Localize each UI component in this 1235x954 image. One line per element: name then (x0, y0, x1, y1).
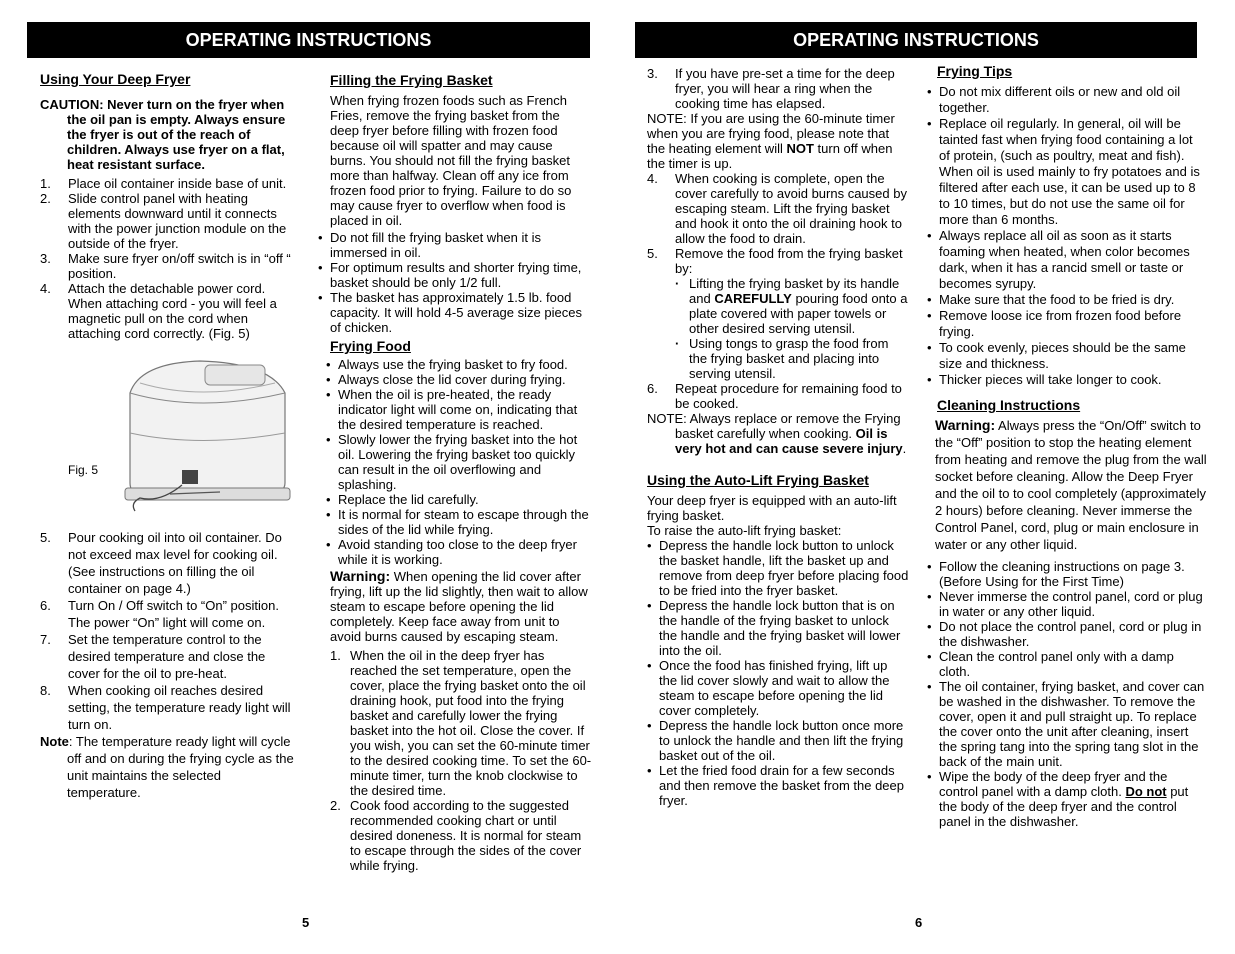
list-item: • Do not place the control panel, cord or plug in the dishwasher. (927, 619, 1207, 649)
list-item: • To cook evenly, pieces should be the same size and thickness. (927, 340, 1207, 372)
list-item: • The oil container, frying basket, and cover can be washed in the dishwasher. To remove the cover, open it and pull straight up. To replace the cover onto the unit after cleaning, insert the spring tang into the spring tang slot in the back of the main unit. (927, 679, 1207, 769)
list-item: 2. Cook food according to the suggested recommended cooking chart or until desired doneness. It is normal for steam to escape through the sides of the cover while frying. (330, 798, 582, 873)
list-item: • Do not mix different oils or new and old oil together. (927, 84, 1207, 116)
list-item: • Replace the lid carefully. (326, 492, 592, 507)
list-item: • Slowly lower the frying basket into the hot oil. Lowering the frying basket too quickly can result in the oil overflowing and splashing. (326, 432, 592, 492)
list-item: • Make sure that the food to be fried is dry. (927, 292, 1207, 308)
list-item: 8. When cooking oil reaches desired setting, the temperature ready light will turn on. (40, 683, 291, 732)
list-item: • Wipe the body of the deep fryer and the control panel with a damp cloth. Do not put the body of the deep fryer and the control panel in the dishwasher. (927, 769, 1207, 829)
cleaning-warning: Warning: Always press the “On/Off” switch to the “Off” position to stop the heating element from heating and remove the plug from the wall socket before cleaning. Allow the Deep Fryer and the oil to to cool completely (approximately 2 hours) before cleaning. Never immerse the Control Panel, cord, plug or main enclosure in water or any other liquid. (935, 417, 1207, 552)
list-item: 5. Pour cooking oil into oil container. Do not exceed max level for cooking oil. (See instructions on filling the oil container on page 4.) (40, 530, 282, 596)
note-timer: NOTE: If you are using the 60-minute timer when you are frying food, please note that the heating element will NOT turn off when the timer is up. (647, 111, 895, 171)
list-item: • Replace oil regularly. In general, oil will be tainted fast when frying food containing a lot of protein, (such as poultry, meat and fish). When oil is used mainly to fry potatoes and is filtered after each use, it can be used up to 8 to 10 times, but do not use the same oil for more than 6 months. (927, 116, 1207, 228)
list-item: • The basket has approximately 1.5 lb. food capacity. It will hold 4-5 average size pieces of chicken. (318, 290, 592, 335)
warning-lid: Warning: When opening the lid cover after frying, lift up the lid slightly, then wait to allow steam to escape before opening the lid completely. Keep face away from unit to avoid burns caused by escaping steam. (330, 568, 588, 644)
list-item: 1. When the oil in the deep fryer has reached the set temperature, open the cover, place the frying basket onto the oil draining hook, put food into the frying basket and carefully lower the frying basket into the hot oil. Close the cover. If you wish, you can set the 60-minute timer to the desired cooking time. To set the 60-minute timer, turn the knob clockwise to the desired time. (330, 648, 592, 798)
filling-bullets (318, 230, 592, 335)
column-filling-frying (318, 72, 592, 873)
autolift-bullets (647, 538, 909, 808)
step-3: 3. If you have pre-set a time for the deep fryer, you will hear a ring when the cooking time has elapsed. (647, 66, 895, 111)
list-item: • Once the food has finished frying, lift up the lid cover slowly and wait to allow the steam to escape before opening the lid cover completely. (647, 658, 909, 718)
page-number-right: 6 (915, 915, 923, 930)
page-number-left: 5 (302, 915, 310, 930)
note-hot-oil: NOTE: Always replace or remove the Frying basket carefully when cooking. Oil is very hot and can cause severe injury. (647, 411, 907, 456)
cleaning-list (927, 559, 1207, 829)
filling-paragraph: When frying frozen foods such as French Fries, remove the frying basket from the deep fryer before filling with frozen food because oil will spatter and may cause burns. You should not fill the frying basket more than halfway. Clean off any ice from frozen food prior to frying. Failure to do so may cause fryer to overflow when food is placed in oil. (330, 93, 572, 228)
steps-list-a (40, 176, 298, 341)
list-item: 7. Set the temperature control to the desired temperature and close the cover for the oil to pre-heat. (40, 632, 266, 681)
step-5: 5. Remove the food from the frying basket by: (647, 246, 903, 276)
column-cooking-autolift (647, 66, 909, 808)
list-item: • Follow the cleaning instructions on page 3. (Before Using for the First Time) (927, 559, 1207, 589)
section-title-frying-food: Frying Food (330, 338, 411, 354)
section-title-using: Using Your Deep Fryer (40, 71, 191, 87)
frying-bullets (318, 357, 592, 567)
list-item: 4. Attach the detachable power cord. When attaching cord - you will feel a magnetic pull on the cord when attaching cord correctly. (Fig. 5) (40, 281, 277, 341)
cooking-steps (318, 648, 592, 873)
list-item: 1. Place oil container inside base of unit. (40, 176, 287, 191)
deep-fryer-illustration (100, 353, 300, 523)
fig5-figure (40, 353, 298, 523)
list-item: • Never immerse the control panel, cord or plug in water or any other liquid. (927, 589, 1207, 619)
section-title-frying-tips: Frying Tips (937, 63, 1013, 79)
steps-list-b (40, 529, 298, 733)
section-title-filling: Filling the Frying Basket (330, 72, 493, 88)
list-item: • Let the fried food drain for a few seconds and then remove the basket from the deep fryer. (647, 763, 909, 808)
list-item: • For optimum results and shorter frying time, basket should be only 1/2 full. (318, 260, 592, 290)
autolift-paragraph: Your deep fryer is equipped with an auto-lift frying basket. (647, 493, 897, 523)
list-item: 2. Slide control panel with heating elements downward until it connects with the power junction module on the outside of the fryer. (40, 191, 287, 251)
list-item: • Thicker pieces will take longer to cook. (927, 372, 1207, 388)
list-item: • Depress the handle lock button once more to unlock the handle and then lift the frying basket out of the oil. (647, 718, 909, 763)
list-item: • It is normal for steam to escape through the sides of the lid while frying. (326, 507, 592, 537)
autolift-paragraph-2: To raise the auto-lift frying basket: (647, 523, 842, 538)
column-tips-cleaning (927, 63, 1207, 829)
list-item: 6. Turn On / Off switch to “On” position. The power “On” light will come on. (40, 598, 279, 630)
list-item: • Remove loose ice from frozen food before frying. (927, 308, 1207, 340)
remove-food-sublist (647, 276, 909, 381)
step-6: 6. Repeat procedure for remaining food to be cooked. (647, 381, 902, 411)
list-item: · Using tongs to grasp the food from the frying basket and placing into serving utensil. (675, 336, 909, 381)
frying-tips-list (927, 84, 1207, 388)
fig5-label: Fig. 5 (68, 463, 99, 477)
section-title-cleaning: Cleaning Instructions (937, 397, 1081, 413)
list-item: • When the oil is pre-heated, the ready indicator light will come on, indicating that the desired temperature is reached. (326, 387, 592, 432)
list-item: • Always use the frying basket to fry food. (326, 357, 592, 372)
list-item: • Always replace all oil as soon as it starts foaming when heated, when color becomes dark, when it has a rancid smell or taste or becomes syrupy. (927, 228, 1207, 292)
left-page-header: OPERATING INSTRUCTIONS (27, 22, 590, 58)
list-item: • Depress the handle lock button to unlock the basket handle, lift the basket up and remove from deep fryer before placing food to be fried into the fryer basket. (647, 538, 909, 598)
section-title-autolift: Using the Auto-Lift Frying Basket (647, 472, 869, 488)
column-using-deep-fryer (40, 71, 298, 801)
caution-text: CAUTION: Never turn on the fryer when the oil pan is empty. Always ensure the fryer is out of the reach of children. Always use fryer on a flat, heat resistant surface. (40, 97, 286, 172)
step-4: 4. When cooking is complete, open the cover carefully to avoid burns caused by escaping steam. Lift the frying basket and hook it onto the oil draining hook to allow the food to drain. (647, 171, 907, 246)
right-page-header: OPERATING INSTRUCTIONS (635, 22, 1197, 58)
list-item: • Avoid standing too close to the deep fryer while it is working. (326, 537, 592, 567)
list-item: 3. Make sure fryer on/off switch is in “off “ position. (40, 251, 291, 281)
list-item: • Depress the handle lock button that is on the handle of the frying basket to unlock the handle and the frying basket will lower into the oil. (647, 598, 909, 658)
list-item: • Clean the control panel only with a damp cloth. (927, 649, 1207, 679)
list-item: • Do not fill the frying basket when it is immersed in oil. (318, 230, 592, 260)
note-temperature: Note: The temperature ready light will cycle off and on during the frying cycle as the unit maintains the selected temperature. (40, 734, 294, 800)
list-item: · Lifting the frying basket by its handle and CAREFULLY pouring food onto a plate covered with paper towels or other desired serving utensil. (675, 276, 909, 336)
list-item: • Always close the lid cover during frying. (326, 372, 592, 387)
